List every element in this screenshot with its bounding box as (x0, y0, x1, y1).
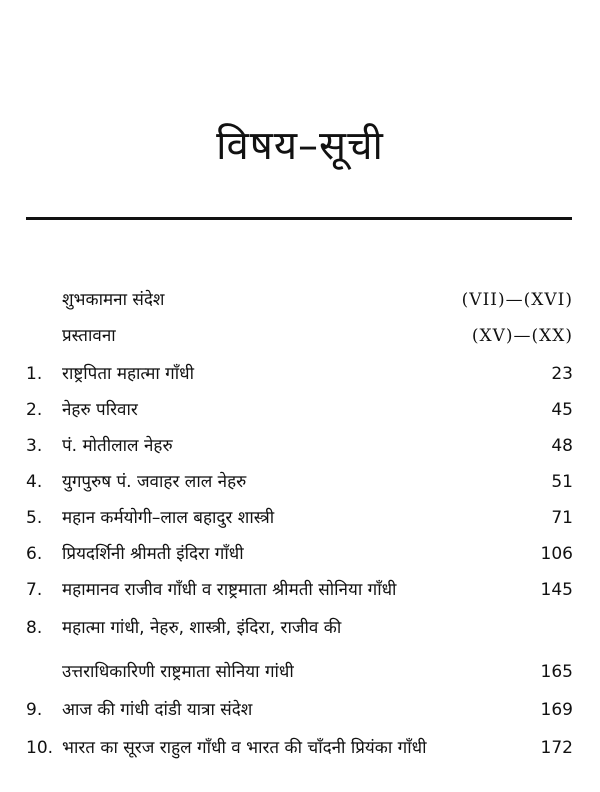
toc-row (0, 692, 600, 728)
toc-entry-page: 169 (540, 700, 573, 720)
toc-entry-page: 165 (540, 662, 573, 682)
toc-entry-title: महान कर्मयोगी–लाल बहादुर शास्त्री (62, 508, 275, 528)
toc-row-front-matter (0, 318, 600, 354)
toc-entry-title: राष्ट्रपिता महात्मा गाँधी (62, 364, 195, 384)
toc-row (0, 464, 600, 500)
toc-row (0, 572, 600, 608)
toc-row-continuation (0, 654, 600, 690)
toc-entry-number: 5. (26, 508, 43, 528)
toc-row (0, 356, 600, 392)
toc-entry-title: शुभकामना संदेश (62, 290, 165, 310)
toc-row (0, 392, 600, 428)
toc-entry-title: आज की गांधी दांडी यात्रा संदेश (62, 700, 253, 720)
toc-entry-number: 1. (26, 364, 43, 384)
toc-entry-number: 2. (26, 400, 43, 420)
toc-entry-title: प्रियदर्शिनी श्रीमती इंदिरा गाँधी (62, 544, 244, 564)
page-title: विषय–सूची (216, 123, 384, 169)
toc-entry-page: 71 (551, 508, 573, 528)
toc-entry-number: 6. (26, 544, 43, 564)
toc-entry-page: 48 (551, 436, 573, 456)
toc-entry-title: उत्तराधिकारिणी राष्ट्रमाता सोनिया गांधी (62, 662, 294, 682)
toc-row (0, 536, 600, 572)
toc-entry-number: 8. (26, 618, 43, 638)
toc-entry-title: युगपुरुष पं. जवाहर लाल नेहरु (62, 472, 247, 492)
toc-entry-number: 7. (26, 580, 43, 600)
toc-entry-title: महात्मा गांधी, नेहरु, शास्त्री, इंदिरा, राजीव की (62, 618, 342, 638)
toc-entry-number: 4. (26, 472, 43, 492)
toc-entry-page: (XV)—(XX) (471, 326, 573, 346)
toc-row (0, 610, 600, 646)
title-divider (26, 217, 572, 220)
toc-row-front-matter (0, 282, 600, 318)
toc-entry-title: प्रस्तावना (62, 326, 116, 346)
toc-entry-number: 10. (26, 738, 54, 758)
toc-entry-title: नेहरु परिवार (62, 400, 138, 420)
toc-entry-title: पं. मोतीलाल नेहरु (62, 436, 173, 456)
toc-entry-title: महामानव राजीव गाँधी व राष्ट्रमाता श्रीमती सोनिया गाँधी (62, 580, 397, 600)
toc-entry-number: 9. (26, 700, 43, 720)
toc-row (0, 500, 600, 536)
toc-entry-page: 145 (540, 580, 573, 600)
toc-entry-page: 51 (551, 472, 573, 492)
toc-row (0, 428, 600, 464)
toc-entry-number: 3. (26, 436, 43, 456)
toc-entry-page: 45 (551, 400, 573, 420)
toc-row (0, 730, 600, 766)
toc-entry-page: 23 (551, 364, 573, 384)
toc-entry-page: 106 (540, 544, 573, 564)
toc-entry-page: (VII)—(XVI) (461, 290, 573, 310)
toc-entry-title: भारत का सूरज राहुल गाँधी व भारत की चाँदनी प्रियंका गाँधी (62, 738, 427, 758)
toc-entry-page: 172 (540, 738, 573, 758)
